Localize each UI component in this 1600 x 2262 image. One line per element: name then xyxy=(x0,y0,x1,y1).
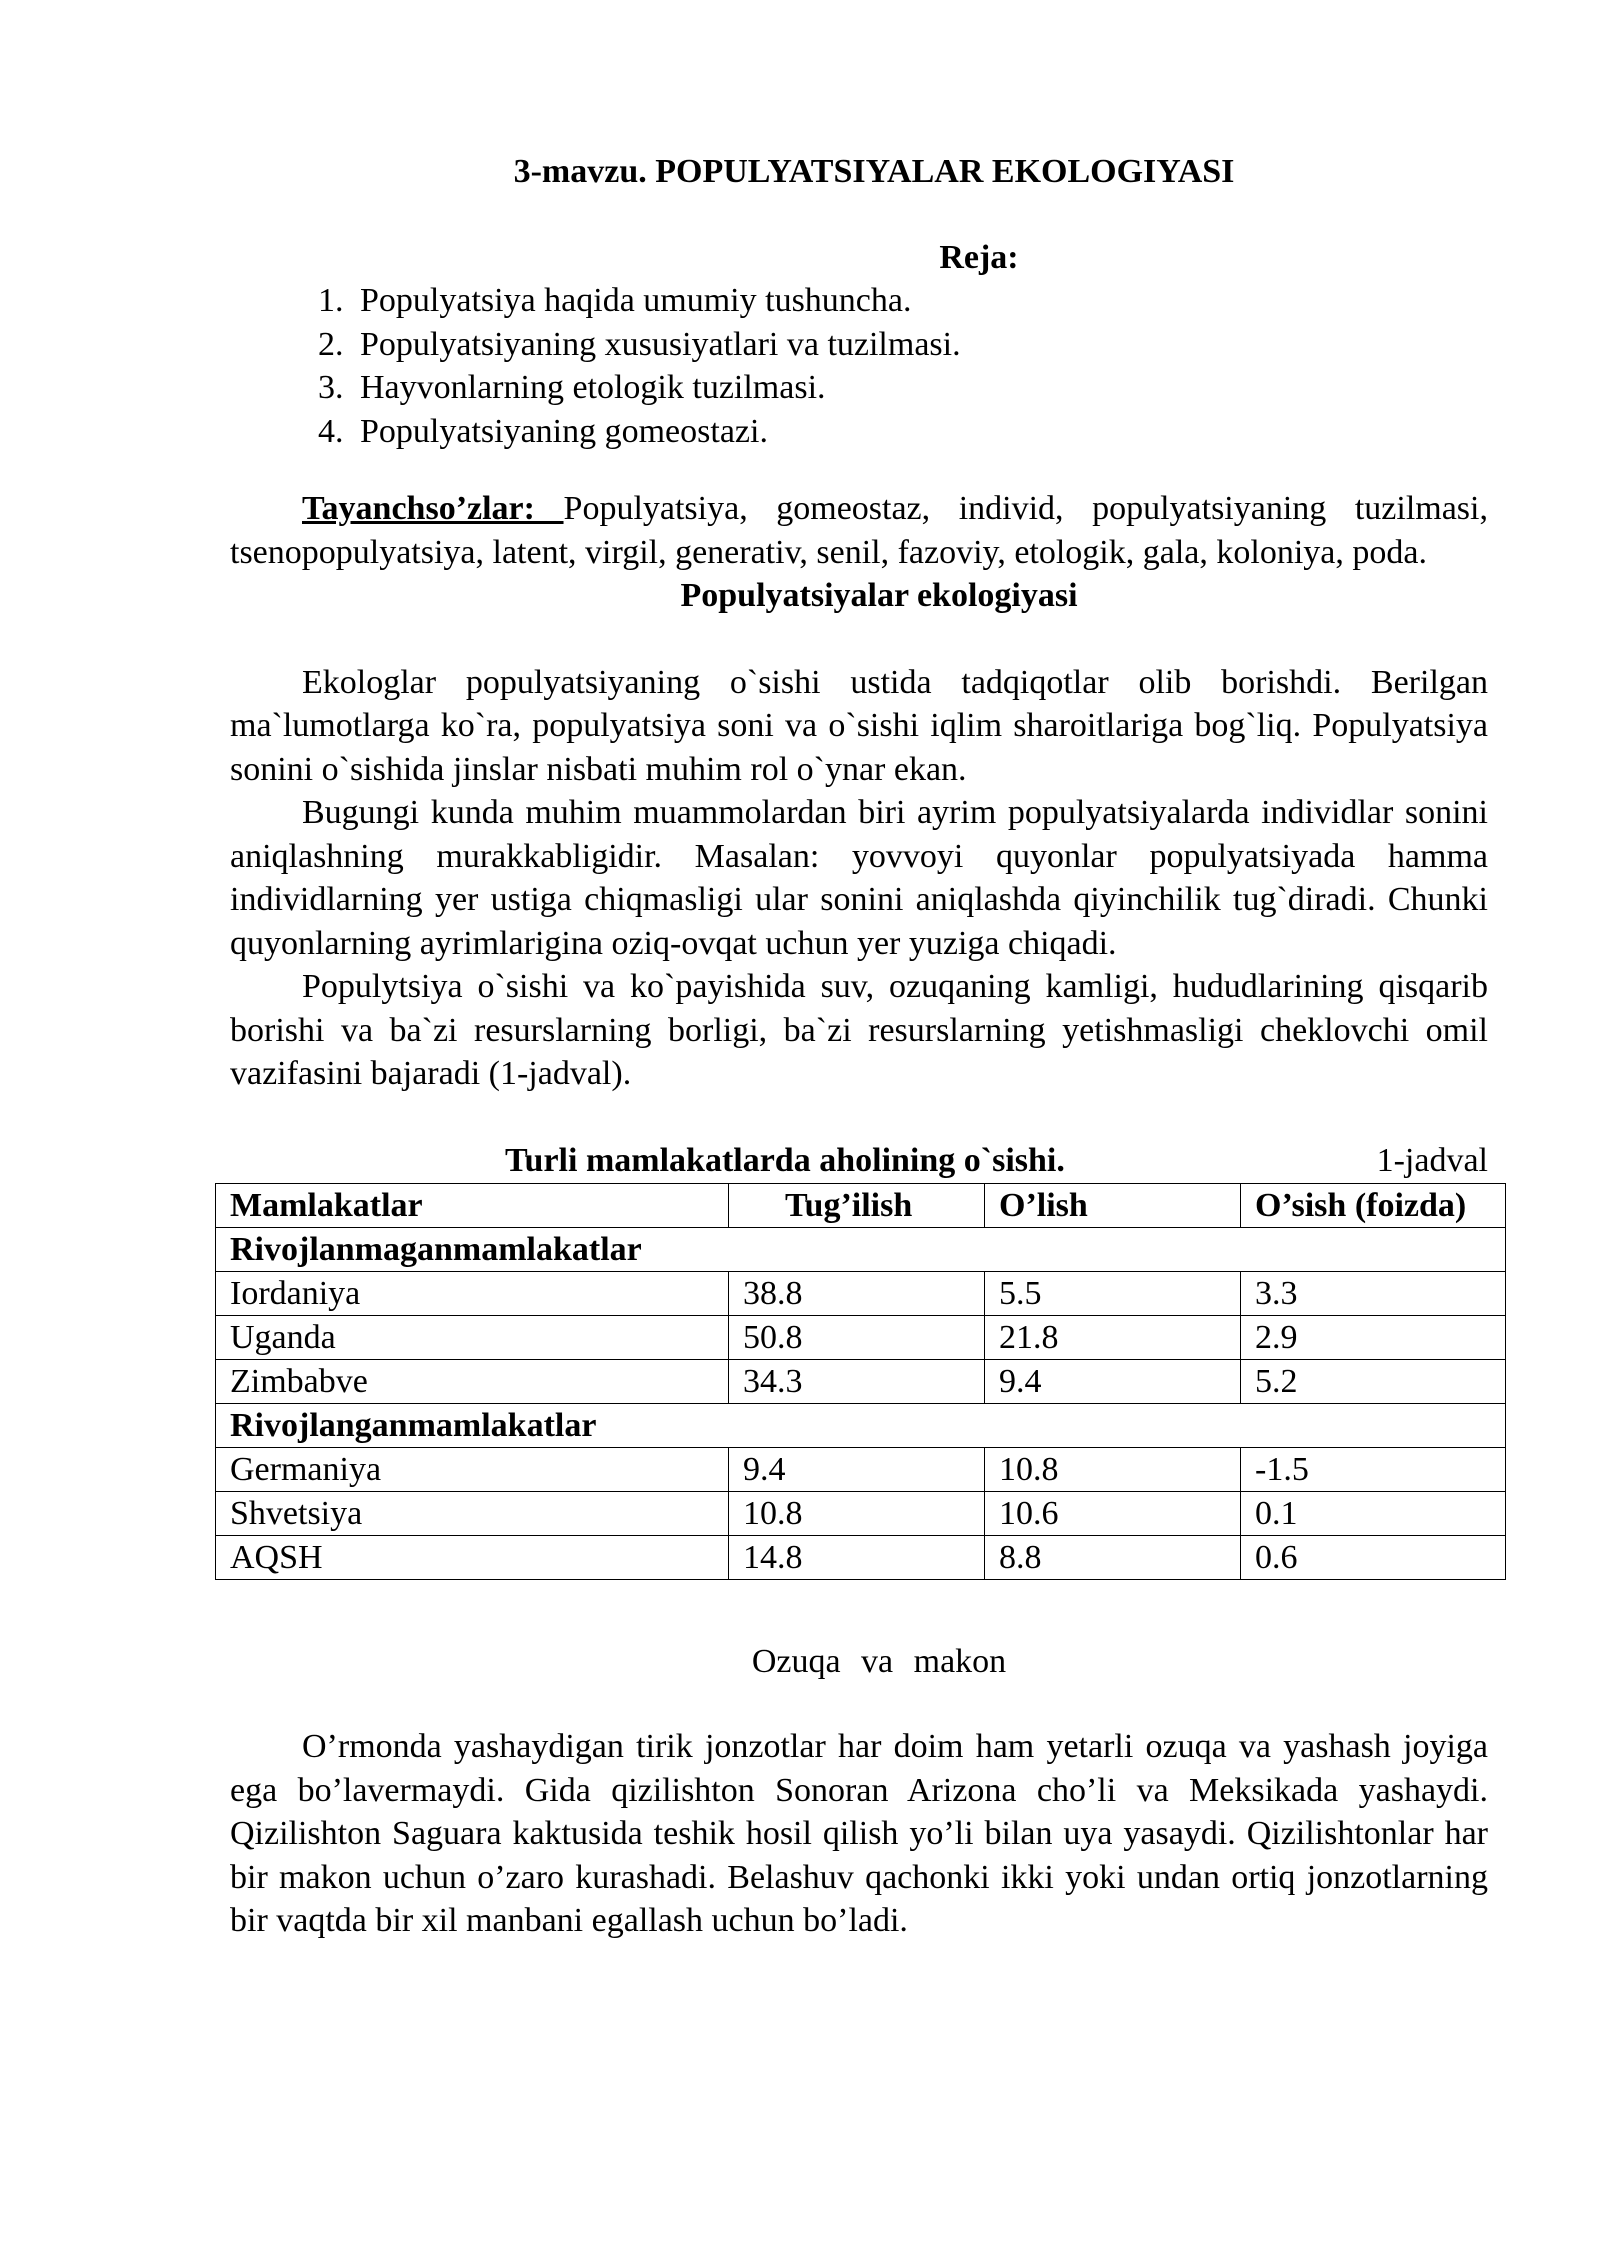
table-cell: Germaniya xyxy=(216,1447,729,1491)
plan-item: 2. Populyatsiyaning xususiyatlari va tuzilmasi. xyxy=(352,323,1488,367)
table-cell: 2.9 xyxy=(1241,1315,1506,1359)
population-table xyxy=(215,1183,1506,1580)
table-cell: 34.3 xyxy=(729,1359,985,1403)
table-cell: 9.4 xyxy=(729,1447,985,1491)
plan-heading: Reja: xyxy=(939,238,1019,276)
keywords-text: Populyatsiya, gomeostaz, individ, populyatsiyaning tuzilmasi, tsenopopulyatsiya, latent, virgil, generativ, senil, fazoviy, etologik, gala, koloniya, poda. xyxy=(230,490,1488,571)
plan-list xyxy=(230,279,1488,453)
group-label: Rivojlanganmamlakatlar xyxy=(216,1403,1506,1447)
table-cell: 38.8 xyxy=(729,1271,985,1315)
table-cell: -1.5 xyxy=(1241,1447,1506,1491)
keywords-label: Tayanchso’zlar: xyxy=(302,490,564,527)
table-row xyxy=(216,1359,1506,1403)
table-cell: 10.8 xyxy=(729,1491,985,1535)
table-cell: 0.1 xyxy=(1241,1491,1506,1535)
table-cell: Shvetsiya xyxy=(216,1491,729,1535)
table-cell: 10.6 xyxy=(985,1491,1241,1535)
keywords-paragraph xyxy=(230,487,1488,574)
table-row xyxy=(216,1315,1506,1359)
column-header: O’lish xyxy=(985,1183,1241,1227)
table-cell: 14.8 xyxy=(729,1535,985,1579)
column-header: Tug’ilish xyxy=(729,1183,985,1227)
table-cell: 8.8 xyxy=(985,1535,1241,1579)
table-cell: 50.8 xyxy=(729,1315,985,1359)
table-cell: 5.5 xyxy=(985,1271,1241,1315)
column-header: O’sish (foizda) xyxy=(1241,1183,1506,1227)
table-cell: Iordaniya xyxy=(216,1271,729,1315)
table-group-row xyxy=(216,1403,1506,1447)
table-group-row xyxy=(216,1227,1506,1271)
table-cell: 3.3 xyxy=(1241,1271,1506,1315)
table-row xyxy=(216,1491,1506,1535)
body-paragraph: Bugungi kunda muhim muammolardan biri ayrim populyatsiyalarda individlar sonini aniqlashning murakkabligidir. Masalan: yovvoyi quyonlar populyatsiyada hamma individlarning yer ustiga chiqmasligi ular sonini aniqlashda qiyinchilik tug`diradi. Chunki quyonlarning ayrimlarigina oziq-ovqat uchun yer yuziga chiqadi. xyxy=(230,794,1488,962)
table-cell: AQSH xyxy=(216,1535,729,1579)
plan-item: 1. Populyatsiya haqida umumiy tushuncha. xyxy=(352,279,1488,323)
table-row xyxy=(216,1535,1506,1579)
plan-item: 3. Hayvonlarning etologik tuzilmasi. xyxy=(352,366,1488,410)
group-label: Rivojlanmaganmamlakatlar xyxy=(216,1227,1506,1271)
table-caption-row xyxy=(230,1139,1488,1183)
table-cell: Uganda xyxy=(216,1315,729,1359)
table-cell: Zimbabve xyxy=(216,1359,729,1403)
document-title: 3-mavzu. POPULYATSIYALAR EKOLOGIYASI xyxy=(513,153,1235,190)
table-row xyxy=(216,1447,1506,1491)
plan-item: 4. Populyatsiyaning gomeostazi. xyxy=(352,410,1488,454)
table-cell: 0.6 xyxy=(1241,1535,1506,1579)
table-cell: 10.8 xyxy=(985,1447,1241,1491)
document-page xyxy=(230,150,1488,1943)
table-cell: 5.2 xyxy=(1241,1359,1506,1403)
column-header: Mamlakatlar xyxy=(216,1183,729,1227)
table-caption: Turli mamlakatlarda aholining o`sishi. xyxy=(505,1142,1065,1179)
table-cell: 9.4 xyxy=(985,1359,1241,1403)
body-paragraph: Ekologlar populyatsiyaning o`sishi ustida tadqiqotlar olib borishdi. Berilgan ma`lumotlarga ko`ra, populyatsiya soni va o`sishi iqlim sharoitlariga bog`liq. Populyatsiya sonini o`sishida jinslar nisbati muhim rol o`ynar ekan. xyxy=(230,663,1488,788)
table-row xyxy=(216,1271,1506,1315)
table-cell: 21.8 xyxy=(985,1315,1241,1359)
section-heading: Ozuqa va makon xyxy=(751,1642,1007,1680)
body-paragraph: Populytsiya o`sishi va ko`payishida suv, ozuqaning kamligi, hududlarining qisqarib borishi va ba`zi resurslarning borligi, ba`zi resurslarning yetishmasligi cheklovchi omil vazifasini bajaradi (1-jadval). xyxy=(230,968,1488,1092)
body-paragraph: O’rmonda yashaydigan tirik jonzotlar har doim ham yetarli ozuqa va yashash joyiga ega bo’lavermaydi. Gida qizilishton Sonoran Arizona cho’li va Meksikada yashaydi. Qizilishton Saguara kaktusida teshik hosil qilish yo’li bilan uya yasaydi. Qizilishtonlar har bir makon uchun o’zaro kurashadi. Belashuv qachonki ikki yoki undan ortiq jonzotlarning bir vaqtda bir xil manbani egallash uchun bo’ladi. xyxy=(230,1728,1488,1939)
table-label: 1-jadval xyxy=(1376,1142,1488,1179)
section-heading: Populyatsiyalar ekologiyasi xyxy=(680,577,1078,614)
table-header-row xyxy=(216,1183,1506,1227)
